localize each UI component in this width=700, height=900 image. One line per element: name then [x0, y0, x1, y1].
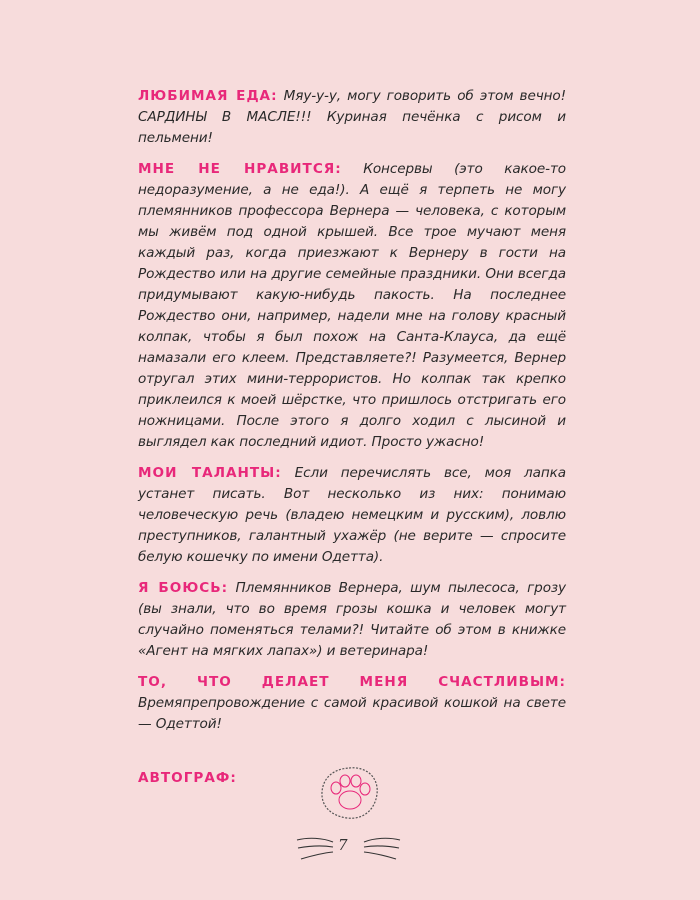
- label-favorite-food: ЛЮБИМАЯ ЕДА:: [138, 88, 278, 104]
- page-number: 7: [338, 836, 348, 854]
- whiskers-left-icon: [295, 832, 335, 862]
- text-favorite-food: Мяу-у-у, могу говорить об этом вечно! САРДИНЫ В МАСЛЕ!!! Куриная печёнка с рисом и пельмени!: [138, 88, 566, 146]
- entry-dislikes: [138, 159, 566, 453]
- paw-print-icon: [315, 762, 383, 822]
- label-fears: Я БОЮСЬ:: [138, 580, 229, 596]
- autograph-row: [138, 768, 237, 789]
- text-talents: Если перечислять все, моя лапка устанет писать. Вот несколько из них: понимаю человеческую речь (владею немецким и русским), ловлю преступников, галантный ухажёр (не верите — спросите белую кошечку по имени Одетта).: [138, 465, 566, 565]
- profile-text: [138, 86, 566, 745]
- text-dislikes: Консервы (это какое-то недоразумение, а не еда!). А ещё я терпеть не могу племянников профессора Вернера — человека, с которым мы живём под одной крышей. Все трое мучают меня каждый раз, когда приезжают к Вернеру в гости на Рождество или на другие семейные праздники. Они всегда придумывают какую-нибудь пакость. На последнее Рождество они, например, надели мне на голову красный колпак, чтобы я был похож на Санта-Клауса, да ещё намазали его клеем. Представляете?! Разумеется, Вернер отругал этих мини-террористов. Но колпак так крепко приклеился к моей шёрстке, что пришлось отстригать его ножницами. После этого я долго ходил с лысиной и выглядел как последний идиот. Просто ужасно!: [138, 161, 566, 450]
- label-happiness: ТО, ЧТО ДЕЛАЕТ МЕНЯ СЧАСТЛИВЫМ:: [138, 674, 566, 690]
- whiskers-right-icon: [362, 832, 402, 862]
- text-happiness: Времяпрепровождение с самой красивой кошкой на свете — Одеттой!: [138, 695, 566, 732]
- label-talents: МОИ ТАЛАНТЫ:: [138, 465, 282, 481]
- label-autograph: АВТОГРАФ:: [138, 770, 237, 786]
- label-dislikes: МНЕ НЕ НРАВИТСЯ:: [138, 161, 342, 177]
- entry-favorite-food: [138, 86, 566, 149]
- entry-happiness: [138, 672, 566, 735]
- entry-talents: [138, 463, 566, 568]
- entry-fears: [138, 578, 566, 662]
- text-fears: Племянников Вернера, шум пылесоса, грозу (вы знали, что во время грозы кошка и человек могут случайно поменяться телами?! Читайте об этом в книжке «Агент на мягких лапах») и ветеринара!: [138, 580, 566, 659]
